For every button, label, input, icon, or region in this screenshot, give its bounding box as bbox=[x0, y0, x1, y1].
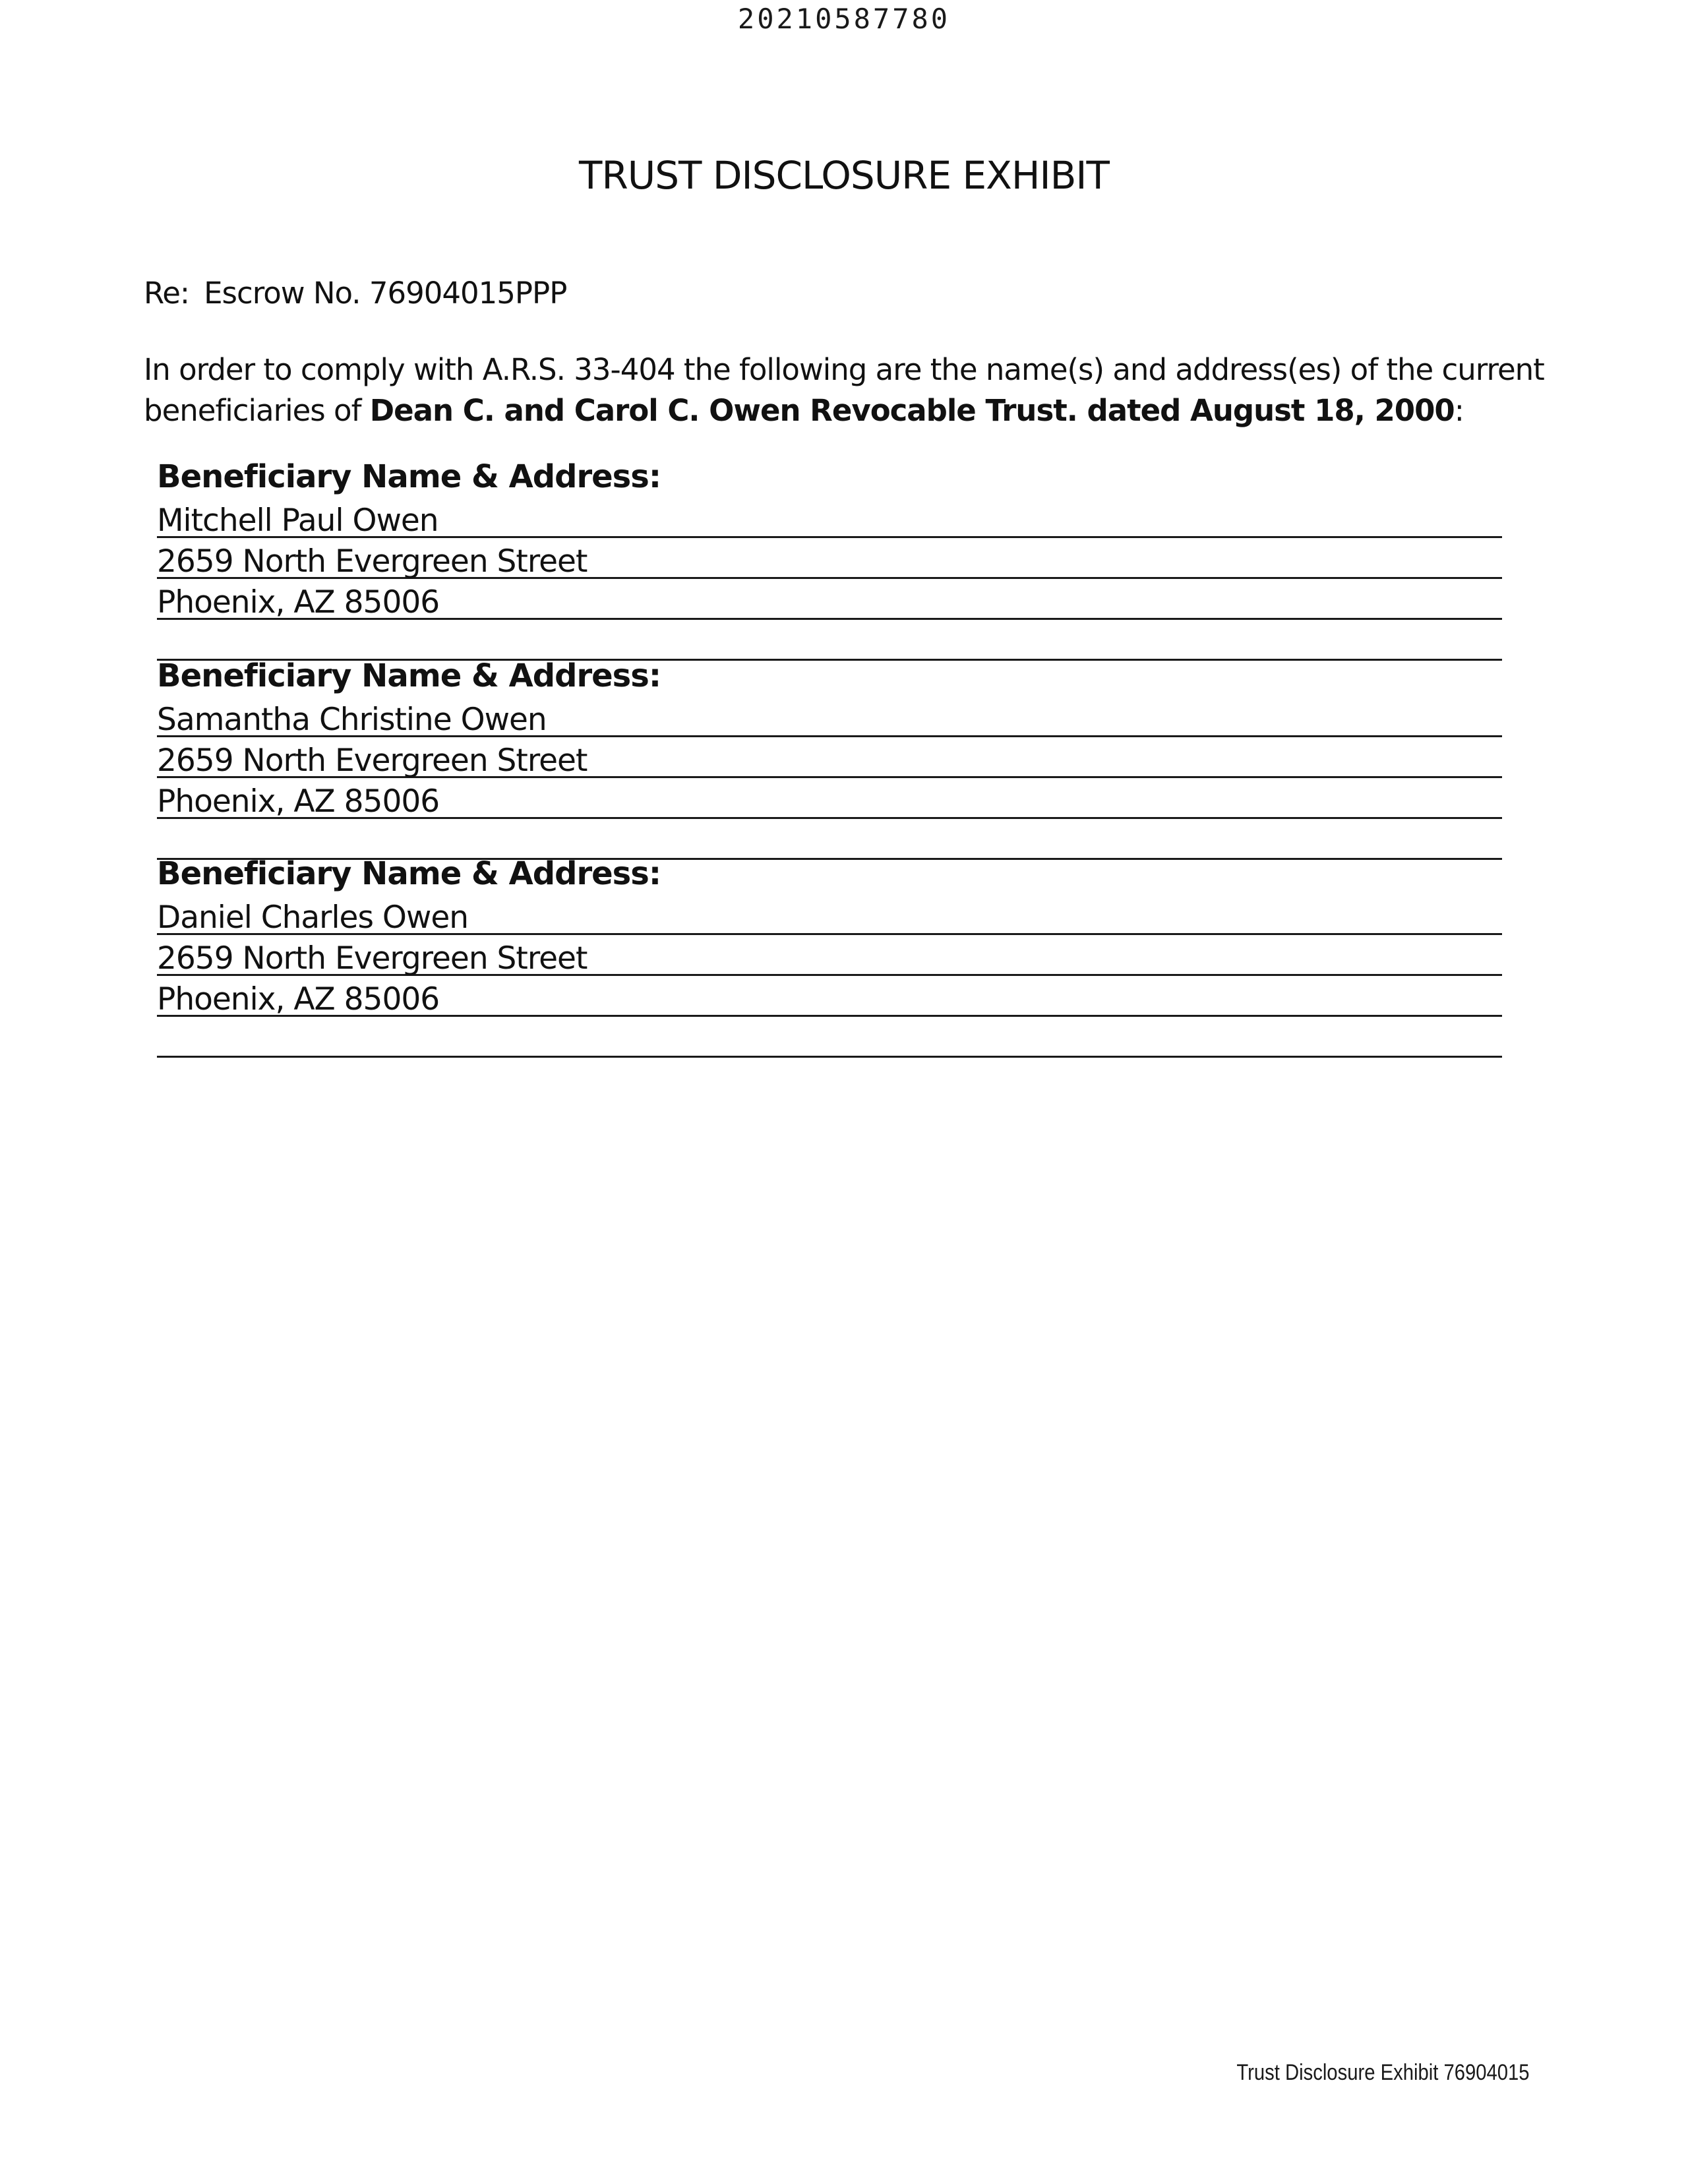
intro-paragraph bbox=[144, 349, 1544, 431]
beneficiary-street: 2659 North Evergreen Street bbox=[157, 940, 588, 977]
beneficiary-heading: Beneficiary Name & Address: bbox=[157, 657, 661, 694]
beneficiary-name-line bbox=[157, 894, 1502, 935]
beneficiary-name-line bbox=[157, 696, 1502, 737]
re-label: Re: bbox=[144, 276, 190, 311]
beneficiary-block-3 bbox=[157, 853, 1502, 1058]
beneficiary-block-2 bbox=[157, 655, 1502, 860]
beneficiary-city-line bbox=[157, 778, 1502, 819]
beneficiary-name-line bbox=[157, 497, 1502, 538]
intro-line-1: In order to comply with A.R.S. 33-404 the following are the name(s) and address(es) of the current bbox=[144, 352, 1544, 387]
intro-line-2 bbox=[144, 390, 1538, 431]
beneficiary-name: Daniel Charles Owen bbox=[157, 899, 469, 936]
beneficiary-name: Mitchell Paul Owen bbox=[157, 502, 438, 539]
beneficiary-name: Samantha Christine Owen bbox=[157, 702, 547, 738]
intro-suffix: : bbox=[1454, 393, 1464, 428]
beneficiary-city: Phoenix, AZ 85006 bbox=[157, 981, 440, 1017]
beneficiary-city: Phoenix, AZ 85006 bbox=[157, 584, 440, 621]
escrow-number: Escrow No. 76904015PPP bbox=[204, 276, 567, 311]
page-title: TRUST DISCLOSURE EXHIBIT bbox=[579, 153, 1109, 198]
escrow-reference bbox=[144, 276, 566, 311]
trust-name: Dean C. and Carol C. Owen Revocable Trust. dated August 18, 2000 bbox=[369, 393, 1455, 428]
beneficiary-heading: Beneficiary Name & Address: bbox=[157, 458, 661, 495]
beneficiary-street-line bbox=[157, 935, 1502, 976]
beneficiary-city: Phoenix, AZ 85006 bbox=[157, 783, 440, 820]
recording-number: 20210587780 bbox=[737, 3, 951, 35]
beneficiary-blank-line bbox=[157, 620, 1502, 661]
page-footer: Trust Disclosure Exhibit 76904015 bbox=[1236, 2060, 1530, 2085]
beneficiary-street-line bbox=[157, 737, 1502, 778]
beneficiary-heading: Beneficiary Name & Address: bbox=[157, 855, 661, 892]
intro-prefix: beneficiaries of bbox=[144, 393, 370, 428]
beneficiary-block-1 bbox=[157, 456, 1502, 661]
beneficiary-city-line bbox=[157, 579, 1502, 620]
beneficiary-city-line bbox=[157, 976, 1502, 1017]
beneficiary-street-line bbox=[157, 538, 1502, 579]
beneficiary-street: 2659 North Evergreen Street bbox=[157, 743, 588, 779]
beneficiary-blank-line bbox=[157, 1017, 1502, 1058]
beneficiary-street: 2659 North Evergreen Street bbox=[157, 543, 588, 580]
